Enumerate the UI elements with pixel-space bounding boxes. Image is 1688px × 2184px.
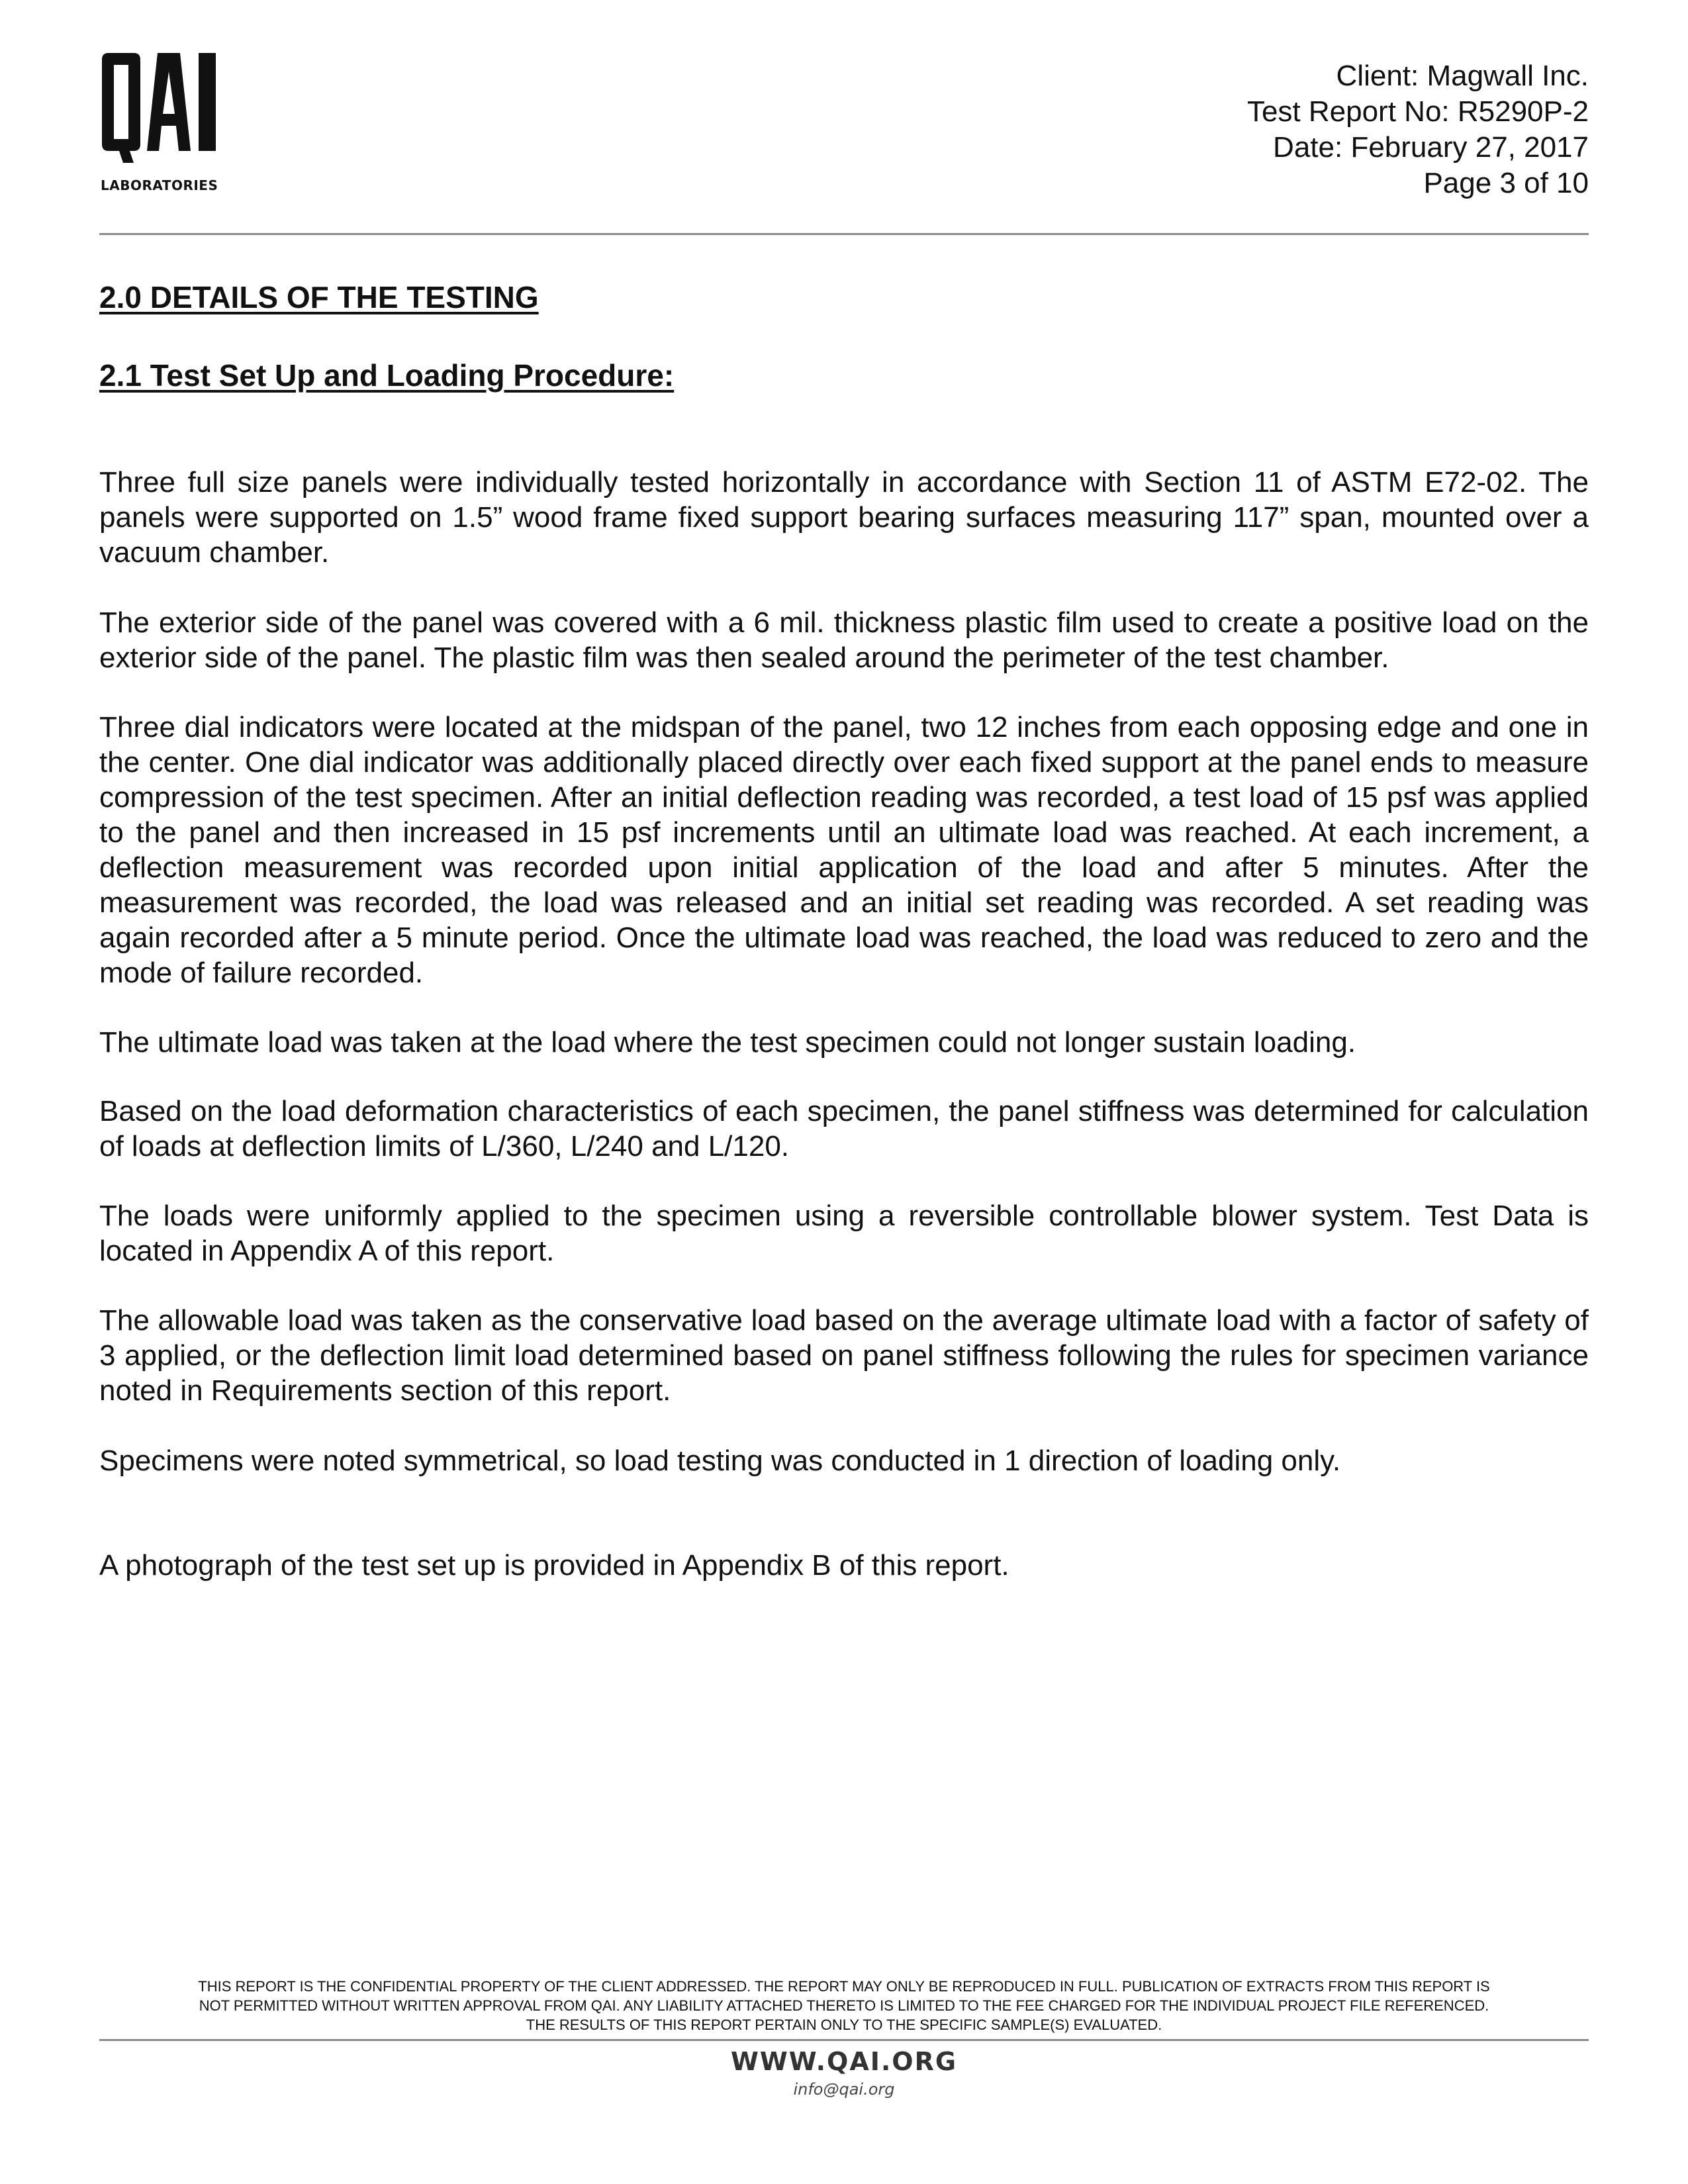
- report-date: Date: February 27, 2017: [1273, 131, 1589, 164]
- paragraph-test-setup: Three full size panels were individually tested horizontally in accordance with Section 11 of ASTM E72-02. The panels were supported on 1.5” wood frame fixed support bearing surfaces measuring 117” span, mounted over a vacuum chamber.: [99, 466, 1589, 569]
- client-name: Client: Magwall Inc.: [1336, 60, 1589, 92]
- disclaimer-line: NOT PERMITTED WITHOUT WRITTEN APPROVAL FROM QAI. ANY LIABILITY ATTACHED THERETO IS LIMITED TO THE FEE CHARGED FOR THE INDIVIDUAL PROJECT FILE REFERENCED.: [199, 1997, 1489, 2014]
- confidentiality-disclaimer: [99, 1977, 1589, 2034]
- subsection-heading: 2.1 Test Set Up and Loading Procedure:: [99, 358, 675, 393]
- header-divider: [99, 233, 1589, 235]
- paragraph-ultimate-load: The ultimate load was taken at the load where the test specimen could not longer sustain loading.: [99, 1026, 1356, 1059]
- disclaimer-line: THIS REPORT IS THE CONFIDENTIAL PROPERTY OF THE CLIENT ADDRESSED. THE REPORT MAY ONLY BE REPRODUCED IN FULL. PUBLICATION OF EXTRACTS FROM THIS REPORT IS: [198, 1978, 1490, 1995]
- paragraph-panel-stiffness: Based on the load deformation characteristics of each specimen, the panel stiffness was determined for calculation of loads at deflection limits of L/360, L/240 and L/120.: [99, 1095, 1589, 1163]
- section-heading: 2.0 DETAILS OF THE TESTING: [99, 280, 539, 314]
- email-link[interactable]: info@qai.org: [793, 2080, 895, 2099]
- logo-subtitle: LABORATORIES: [101, 177, 218, 193]
- page-number: Page 3 of 10: [1423, 167, 1589, 199]
- qai-logo-mark: [99, 52, 225, 164]
- paragraph-symmetry: Specimens were noted symmetrical, so load testing was conducted in 1 direction of loading only.: [99, 1445, 1341, 1477]
- paragraph-blower-system: The loads were uniformly applied to the specimen using a reversible controllable blower system. Test Data is located in Appendix A of this report.: [99, 1200, 1589, 1267]
- footer-divider: [99, 2039, 1589, 2041]
- qai-laboratories-logo: [99, 52, 225, 197]
- report-number: Test Report No: R5290P-2: [1246, 95, 1589, 128]
- disclaimer-line: THE RESULTS OF THIS REPORT PERTAIN ONLY TO THE SPECIFIC SAMPLE(S) EVALUATED.: [526, 2017, 1162, 2033]
- paragraph-photograph: A photograph of the test set up is provided in Appendix B of this report.: [99, 1549, 1009, 1582]
- report-header-info: [1247, 58, 1589, 201]
- paragraph-plastic-film: The exterior side of the panel was covered with a 6 mil. thickness plastic film used to create a positive load on the exterior side of the panel. The plastic film was then sealed around the perimeter of the test chamber.: [99, 606, 1589, 674]
- paragraph-allowable-load: The allowable load was taken as the conservative load based on the average ultimate load with a factor of safety of 3 applied, or the deflection limit load determined based on panel stiffness following the rules for specimen variance noted in Requirements section of this report.: [99, 1304, 1589, 1407]
- paragraph-dial-indicators: Three dial indicators were located at the midspan of the panel, two 12 inches from each opposing edge and one in the center. One dial indicator was additionally placed directly over each fixed support at the panel ends to measure compression of the test specimen. After an initial deflection reading was recorded, a test load of 15 psf was applied to the panel and then increased in 15 psf increments until an ultimate load was reached. At each increment, a deflection measurement was recorded upon initial application of the load and after 5 minutes. After the measurement was recorded, the load was released and an initial set reading was recorded. A set reading was again recorded after a 5 minute period. Once the ultimate load was reached, the load was reduced to zero and the mode of failure recorded.: [99, 711, 1589, 989]
- website-link[interactable]: WWW.QAI.ORG: [730, 2047, 958, 2076]
